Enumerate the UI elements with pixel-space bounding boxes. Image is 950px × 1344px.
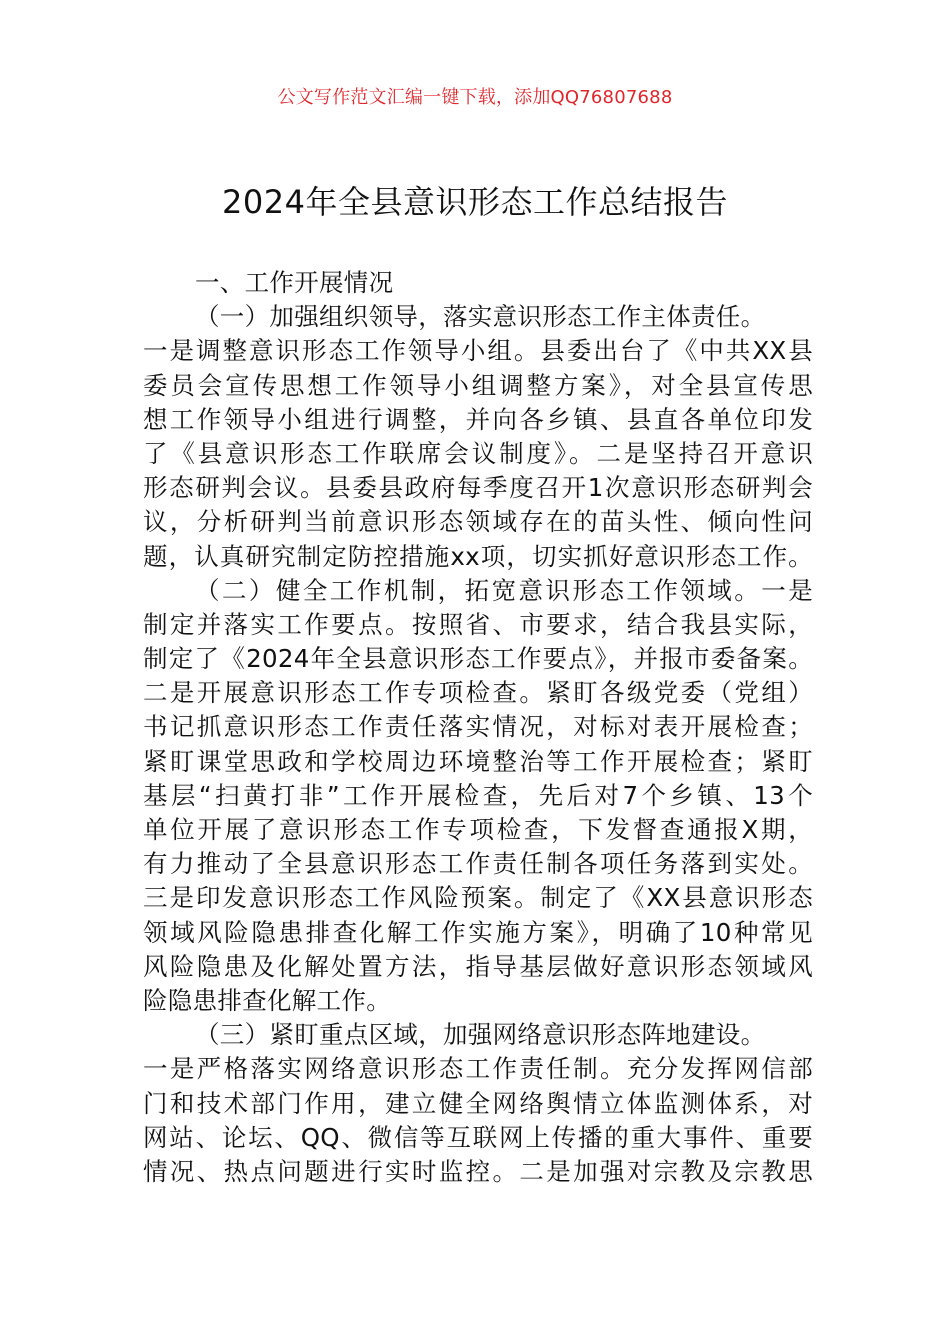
paragraph-line: 领域风险隐患排查化解工作实施方案》，明确了10种常见 — [143, 917, 813, 947]
paragraph-line: 紧盯课堂思政和学校周边环境整治等工作开展检查；紧盯 — [143, 746, 813, 776]
paragraph-line: 题，认真研究制定防控措施xx项，切实抓好意识形态工作。 — [143, 541, 813, 571]
paragraph-line: 制定了《2024年全县意识形态工作要点》，并报市委备案。 — [143, 644, 813, 674]
document-title: 2024年全县意识形态工作总结报告 — [222, 183, 728, 221]
paragraph-line: 险隐患排查化解工作。 — [143, 985, 391, 1015]
paragraph-line: 门和技术部门作用，建立健全网络舆情立体监测体系，对 — [143, 1088, 813, 1118]
subsection-heading: （一）加强组织领导，落实意识形态工作主体责任。 — [195, 302, 766, 332]
paragraph-line: 一是严格落实网络意识形态工作责任制。充分发挥网信部 — [143, 1054, 813, 1084]
subsection-heading: （二）健全工作机制，拓宽意识形态工作领域。一是 — [195, 575, 813, 605]
paragraph-line: 议，分析研判当前意识形态领域存在的苗头性、倾向性问 — [143, 507, 813, 537]
document-body — [143, 266, 813, 1189]
watermark-banner: 公文写作范文汇编一键下载，添加QQ76807688 — [277, 87, 673, 108]
paragraph-line: 一是调整意识形态工作领导小组。县委出台了《中共XX县 — [143, 336, 813, 366]
subsection-heading: （三）紧盯重点区域，加强网络意识形态阵地建设。 — [195, 1020, 766, 1050]
paragraph-line: 单位开展了意识形态工作专项检查，下发督查通报X期， — [143, 815, 813, 844]
paragraph-line: 制定并落实工作要点。按照省、市要求，结合我县实际， — [143, 609, 813, 639]
paragraph-line: 情况、热点问题进行实时监控。二是加强对宗教及宗教思 — [143, 1156, 813, 1186]
paragraph-line: 想工作领导小组进行调整，并向各乡镇、县直各单位印发 — [143, 404, 813, 434]
paragraph-line: 基层“扫黄打非”工作开展检查，先后对7个乡镇、13个 — [143, 780, 813, 810]
paragraph-line: 形态研判会议。县委县政府每季度召开1次意识形态研判会 — [143, 473, 813, 503]
paragraph-line: 二是开展意识形态工作专项检查。紧盯各级党委（党组） — [143, 678, 813, 708]
paragraph-line: 风险隐患及化解处置方法，指导基层做好意识形态领域风 — [143, 951, 813, 981]
paragraph-line: 了《县意识形态工作联席会议制度》。二是坚持召开意识 — [143, 438, 813, 468]
paragraph-line: 网站、论坛、QQ、微信等互联网上传播的重大事件、重要 — [143, 1122, 813, 1152]
paragraph-line: 书记抓意识形态工作责任落实情况，对标对表开展检查； — [143, 712, 813, 742]
paragraph-line: 三是印发意识形态工作风险预案。制定了《XX县意识形态 — [143, 883, 813, 913]
section-heading: 一、工作开展情况 — [195, 268, 394, 297]
paragraph-line: 委员会宣传思想工作领导小组调整方案》，对全县宣传思 — [143, 370, 813, 400]
paragraph-line: 有力推动了全县意识形态工作责任制各项任务落到实处。 — [143, 849, 813, 879]
